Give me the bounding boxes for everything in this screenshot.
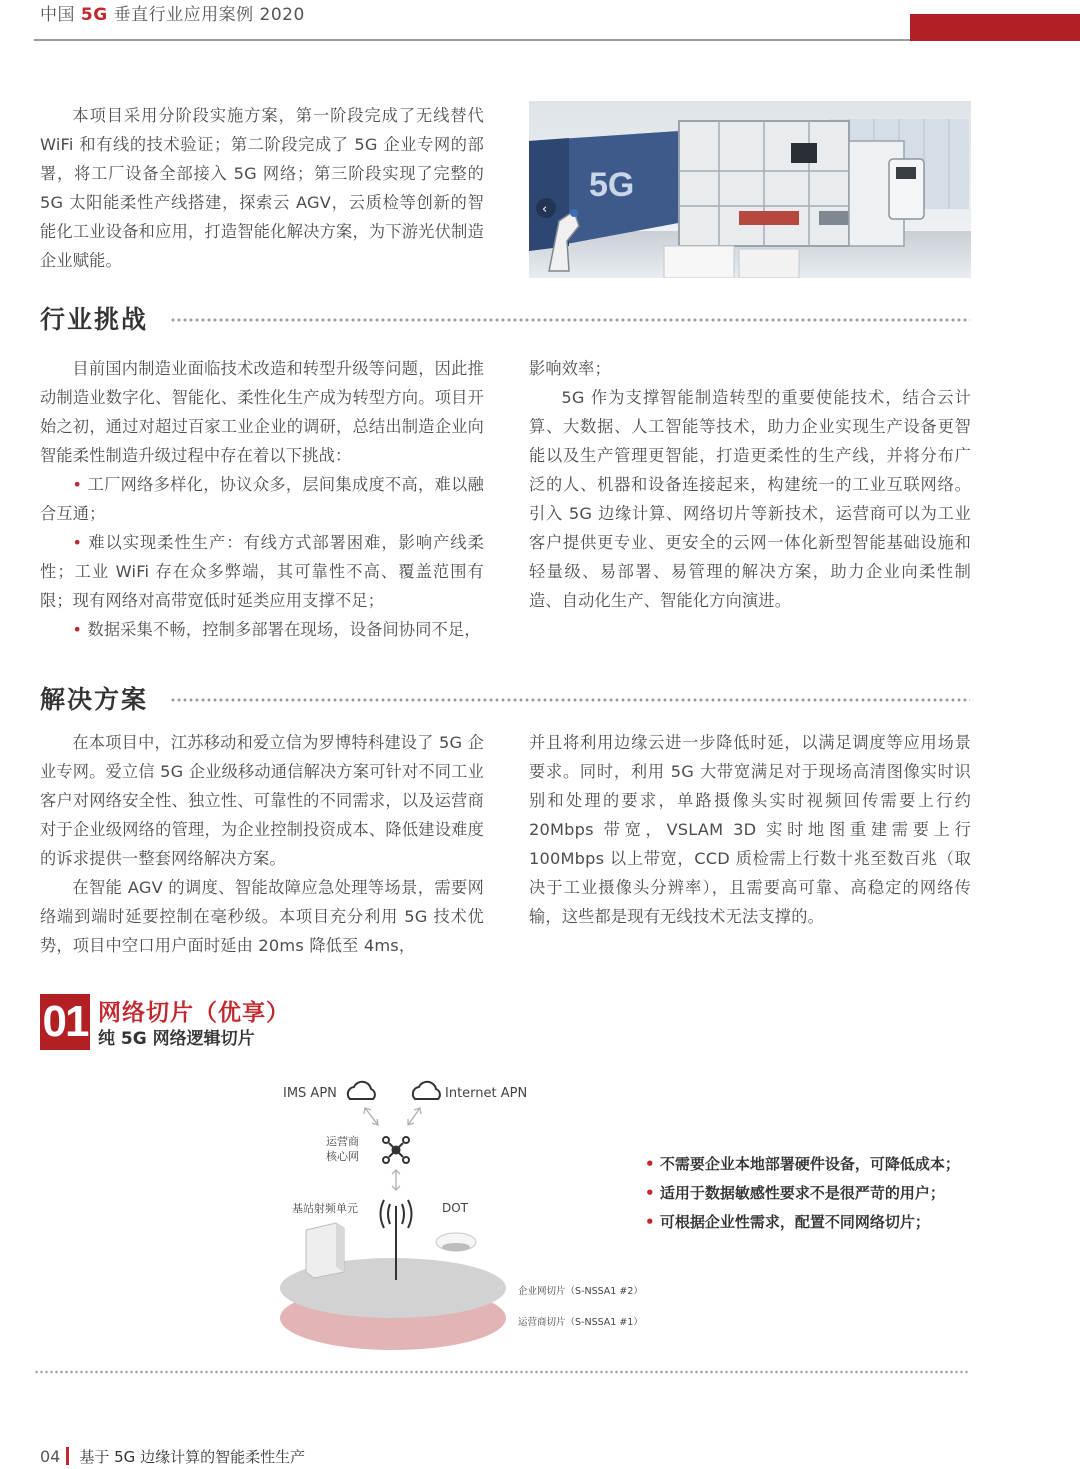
photo-box-1 bbox=[664, 246, 734, 278]
benefit-item bbox=[645, 1211, 960, 1240]
internet-apn-label: Internet APN bbox=[445, 1086, 528, 1101]
feature-subtitle: 纯 5G 网络逻辑切片 bbox=[98, 1029, 255, 1049]
dot-label: DOT bbox=[442, 1201, 469, 1215]
benefit-item bbox=[645, 1182, 960, 1211]
bullet-dot: • bbox=[72, 475, 83, 494]
challenge-bullet-3 bbox=[40, 615, 484, 644]
header-highlight: 5G bbox=[80, 5, 108, 25]
photo-box-2 bbox=[739, 249, 799, 278]
arrow-ims-core bbox=[364, 1108, 378, 1125]
bullet-dot: • bbox=[645, 1213, 655, 1231]
challenge-bullet-1 bbox=[40, 470, 484, 528]
chevron-left-icon: ‹ bbox=[542, 202, 548, 217]
bullet-text: 工厂网络多样化，协议众多，层间集成度不高，难以融合互通； bbox=[40, 475, 484, 523]
internet-cloud-icon bbox=[413, 1082, 440, 1099]
solution-left-column bbox=[40, 728, 484, 960]
solution-paragraph-1: 在本项目中，江苏移动和爱立信为罗博特科建设了 5G 企业专网。爱立信 5G 企业级移动通信解决方案可针对不同工业客户对网络安全性、独立性、可靠性的不同需求，以及运营商对于企业级网络的管理，为企业控制投资成本、降低建设难度的诉求提供一整套网络解决方案。 bbox=[40, 733, 484, 868]
section-challenge-heading bbox=[40, 300, 970, 340]
benefit-item bbox=[645, 1153, 960, 1182]
core-label-line2: 核心网 bbox=[326, 1150, 359, 1163]
solution-paragraph-2: 在智能 AGV 的调度、智能故障应急处理等场景，需要网络端到端时延要控制在毫秒级。本项目充分利用 5G 技术优势，项目中空口用户面时延由 20ms 降低至 4ms， bbox=[40, 878, 484, 955]
base-station-label: 基站射频单元 bbox=[292, 1202, 358, 1215]
benefit-list bbox=[645, 1153, 960, 1240]
section-dotted-rule bbox=[170, 697, 970, 703]
section-dotted-rule bbox=[170, 317, 970, 323]
feature-title: 网络切片（优享） bbox=[98, 1000, 290, 1026]
base-station-icon bbox=[306, 1223, 344, 1278]
challenge-bullet-2 bbox=[40, 528, 484, 615]
ims-cloud-icon bbox=[348, 1082, 375, 1099]
intro-paragraph: 本项目采用分阶段实施方案，第一阶段完成了无线替代 WiFi 和有线的技术验证；第二阶段完成了 5G 企业专网的部署，将工厂设备全部接入 5G 网络；第三阶段实现了完整的 5G 太阳能柔性产线搭建，探索云 AGV，云质检等创新的智能化工业设备和应用，打造智能化解决方案，为下游光伏制造企业赋能。 bbox=[40, 106, 484, 270]
core-network-icon bbox=[383, 1137, 409, 1163]
dot-device-icon bbox=[436, 1233, 476, 1251]
challenge-continuation: 影响效率； bbox=[529, 359, 611, 378]
footer-title: 基于 5G 边缘计算的智能柔性生产 bbox=[79, 1448, 306, 1466]
arrow-internet-core bbox=[408, 1108, 421, 1125]
footer-divider bbox=[66, 1447, 69, 1465]
bullet-dot: • bbox=[72, 533, 83, 552]
section-title: 解决方案 bbox=[40, 685, 149, 714]
bullet-dot: • bbox=[645, 1184, 655, 1202]
ims-apn-label: IMS APN bbox=[283, 1086, 337, 1101]
photo-arm-joint bbox=[570, 209, 578, 217]
solution-paragraph-3: 并且将利用边缘云进一步降低时延，以满足调度等应用场景要求。同时，利用 5G 大带宽满足对于现场高清图像实时识别和处理的要求，单路摄像头实时视频回传需要上行约 20Mbps 带宽，VSLAM 3D 实时地图重建需要上行 100Mbps 以上带宽，CCD 质检需上行数十兆至数百兆（取决于工业摄像头分辨率），且需要高可靠、高稳定的网络传输，这些都是现有无线技术无法支撑的。 bbox=[529, 733, 971, 926]
page-number: 04 bbox=[40, 1447, 61, 1466]
bullet-dot: • bbox=[645, 1155, 655, 1173]
photo-5g-sign: 5G bbox=[589, 166, 635, 204]
solution-right-column bbox=[529, 728, 971, 931]
bottom-dotted-rule bbox=[34, 1370, 969, 1374]
header-accent-bar bbox=[910, 14, 1080, 41]
page-footer bbox=[40, 1446, 305, 1467]
challenge-paragraph-1: 目前国内制造业面临技术改造和转型升级等问题，因此推动制造业数字化、智能化、柔性化生产成为转型方向。项目开始之初，通过对超过百家工业企业的调研，总结出制造企业向智能柔性制造升级过程中存在着以下挑战： bbox=[40, 359, 484, 465]
challenge-paragraph-2: 5G 作为支撑智能制造转型的重要使能技术，结合云计算、大数据、人工智能等技术，助力企业实现生产设备更智能以及生产管理更智能，打造更柔性的生产线，并将分布广泛的人、机器和设备连接起来，构建统一的工业互联网络。引入 5G 边缘计算、网络切片等新技术，运营商可以为工业客户提供更专业、更安全的云网一体化新型智能基础设施和轻量级、易部署、易管理的解决方案，助力企业向柔性制造、自动化生产、智能化方向演进。 bbox=[529, 388, 971, 610]
photo-agv-screen bbox=[896, 167, 916, 179]
feature-number: 01 bbox=[40, 994, 90, 1050]
bullet-text: 难以实现柔性生产：有线方式部署困难，影响产线柔性；工业 WiFi 存在众多弊端，其可靠性不高、覆盖范围有限；现有网络对高带宽低时延类应用支撑不足； bbox=[40, 533, 484, 610]
header-rule bbox=[34, 39, 914, 41]
bullet-text: 数据采集不畅，控制多部署在现场，设备间协同不足， bbox=[87, 620, 481, 639]
running-header bbox=[40, 0, 305, 24]
benefit-text: 可根据企业性需求，配置不同网络切片； bbox=[659, 1213, 930, 1231]
photo-part bbox=[819, 211, 849, 225]
benefit-text: 适用于数据敏感性要求不是很严苛的用户； bbox=[659, 1184, 945, 1202]
bullet-dot: • bbox=[72, 620, 83, 639]
section-title: 行业挑战 bbox=[40, 305, 149, 334]
enterprise-slice-label: 企业网切片（S-NSSA1 #2） bbox=[518, 1286, 643, 1297]
challenge-right-column bbox=[529, 354, 971, 615]
arrow-core-antenna bbox=[392, 1170, 400, 1190]
network-slice-diagram bbox=[270, 1070, 670, 1370]
photo-tray bbox=[739, 211, 799, 225]
header-prefix: 中国 bbox=[40, 5, 75, 25]
factory-photo bbox=[529, 101, 971, 278]
core-label-line1: 运营商 bbox=[326, 1135, 359, 1148]
benefit-text: 不需要企业本地部署硬件设备，可降低成本； bbox=[659, 1155, 960, 1173]
header-suffix: 垂直行业应用案例 2020 bbox=[113, 5, 305, 25]
photo-monitor bbox=[791, 143, 817, 163]
operator-slice-label: 运营商切片（S-NSSA1 #1） bbox=[518, 1317, 643, 1328]
challenge-left-column bbox=[40, 354, 484, 644]
section-solution-heading bbox=[40, 680, 970, 720]
